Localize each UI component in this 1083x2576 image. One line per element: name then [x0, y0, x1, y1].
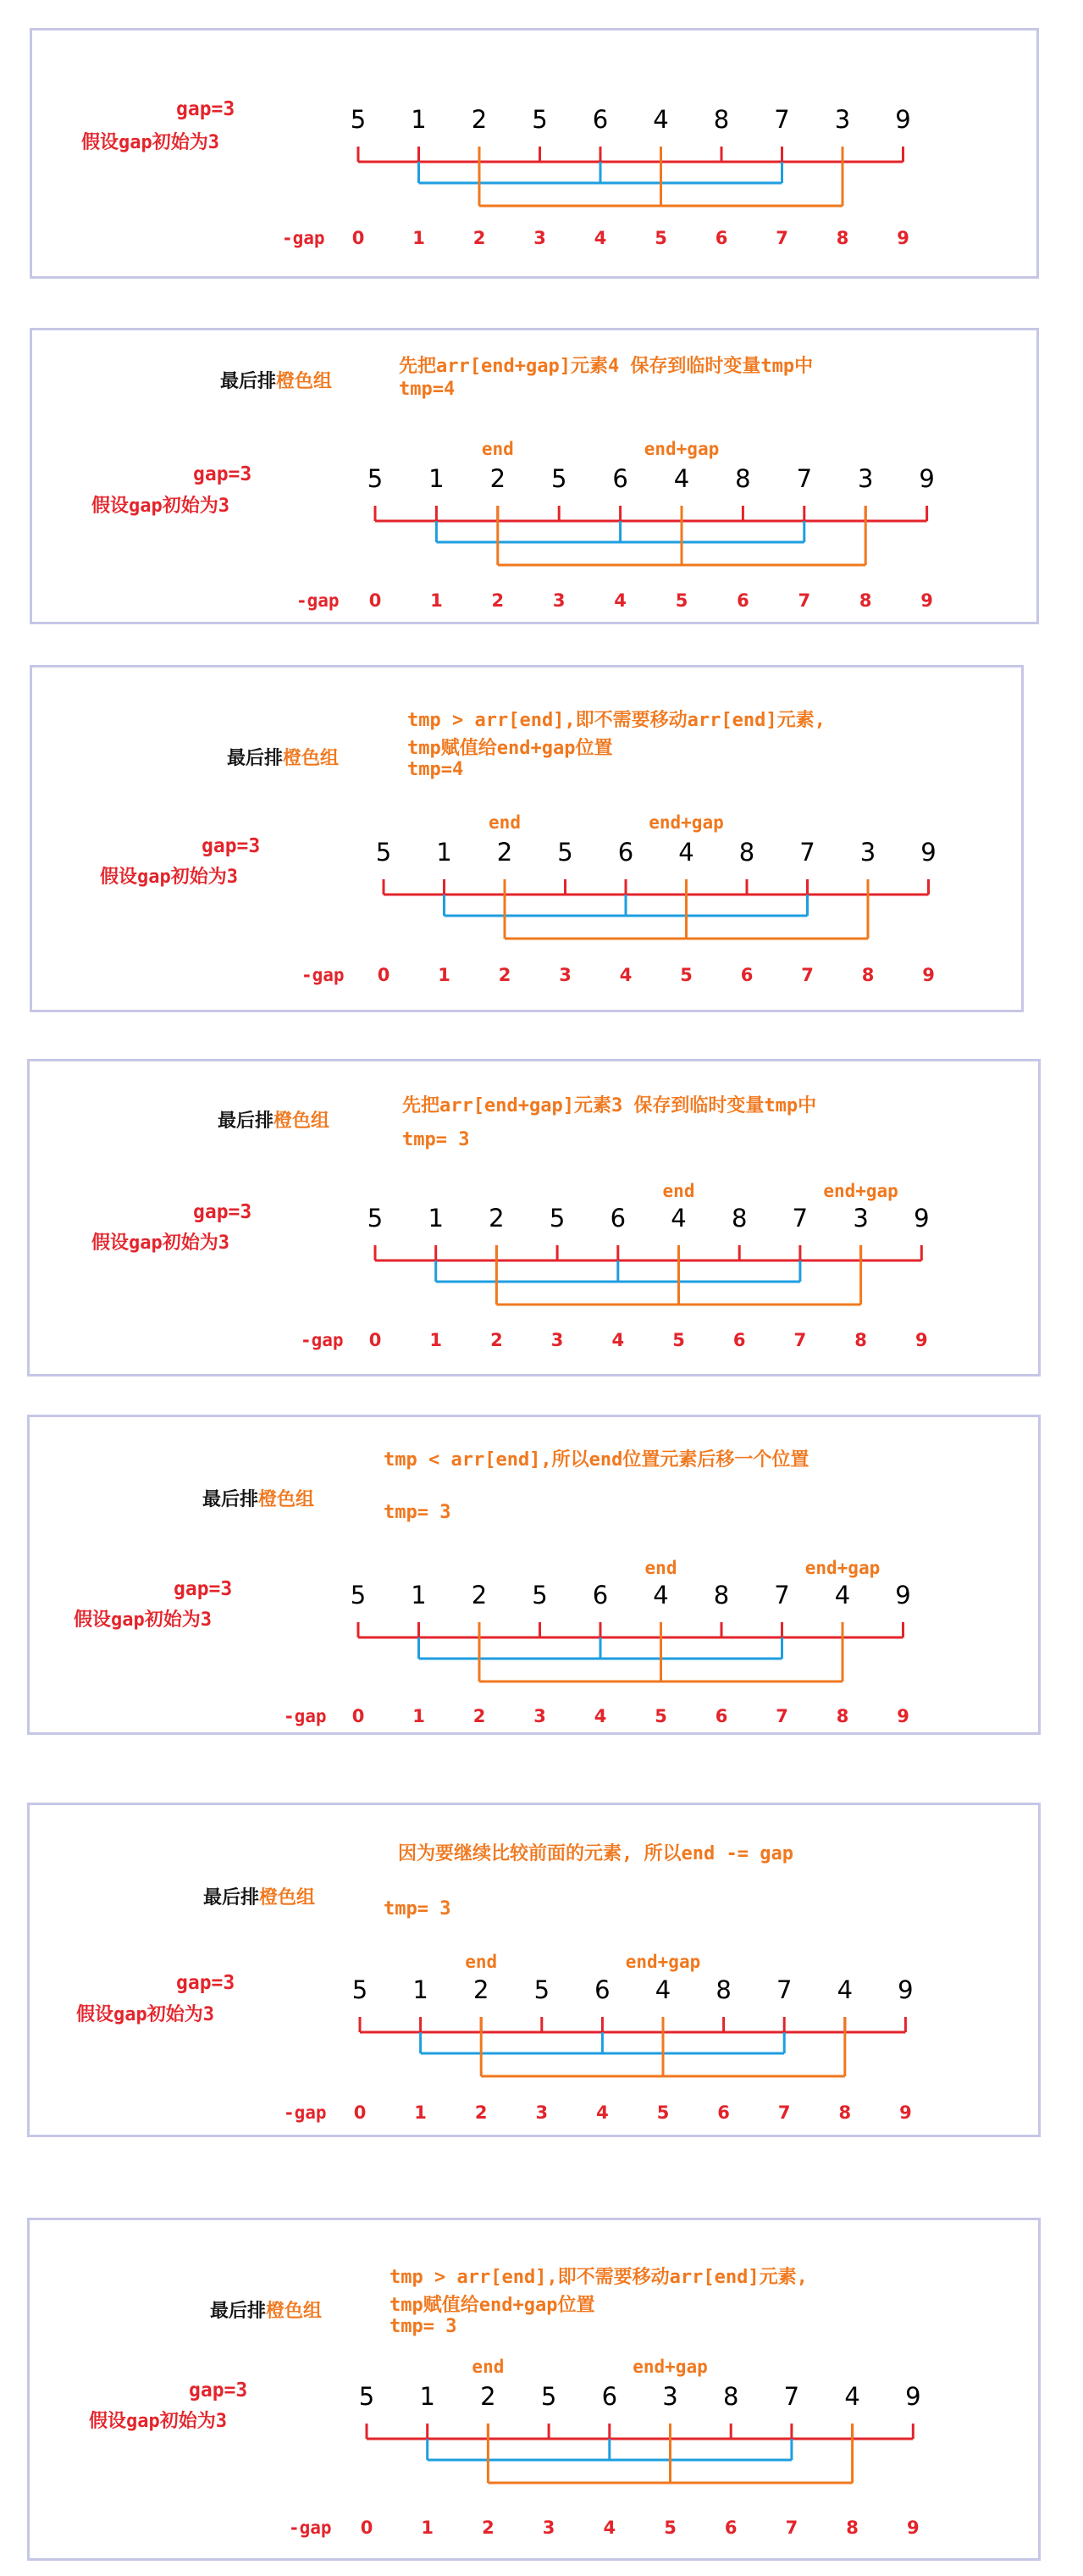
diagram-panel	[27, 1415, 1041, 1735]
array-index: 6	[715, 1706, 728, 1726]
array-value: 3	[834, 105, 851, 134]
array-value: 7	[776, 1975, 793, 2004]
array-index: 7	[801, 965, 814, 985]
array-diagram	[32, 668, 1026, 1015]
array-index: 0	[377, 965, 390, 985]
array-value: 1	[411, 105, 427, 134]
group-color-word: 橙色组	[274, 1111, 330, 1132]
note-line: tmp < arr[end],所以end位置元素后移一个位置	[384, 1449, 809, 1471]
array-index: 5	[655, 228, 667, 248]
array-index: 8	[836, 228, 849, 248]
array-value: 5	[358, 2382, 375, 2411]
array-value: 9	[895, 105, 911, 134]
minus-gap-label: -gap	[296, 590, 340, 611]
diagram-panel	[30, 328, 1039, 624]
array-value: 1	[411, 1581, 427, 1609]
gap-label: gap=3	[189, 2379, 248, 2401]
array-value: 8	[722, 2382, 739, 2411]
array-index: 6	[717, 2102, 730, 2123]
array-value: 1	[419, 2382, 435, 2411]
array-value: 4	[834, 1581, 851, 1609]
array-value: 6	[610, 1204, 627, 1233]
array-index: 3	[533, 228, 546, 248]
array-value: 5	[367, 1204, 384, 1233]
array-index: 8	[859, 590, 872, 611]
array-index: 5	[672, 1330, 685, 1350]
array-index: 9	[920, 590, 933, 611]
diagram-panel	[30, 28, 1039, 279]
array-index: 7	[776, 1706, 788, 1726]
array-value: 3	[859, 838, 876, 867]
assume-label: 假设gap初始为3	[81, 132, 219, 153]
array-index: 7	[785, 2518, 798, 2538]
group-prefix: 最后排	[203, 1887, 260, 1908]
gap-label: gap=3	[174, 1578, 233, 1600]
minus-gap-label: -gap	[282, 228, 325, 248]
end-gap-marker: end+gap	[823, 1181, 898, 1201]
array-value: 4	[844, 2382, 860, 2411]
array-index: 8	[838, 2102, 852, 2123]
array-index: 1	[438, 965, 450, 985]
assume-label: 假设gap初始为3	[74, 1609, 212, 1631]
array-index: 9	[899, 2102, 912, 2123]
array-diagram	[30, 1417, 1043, 1737]
array-index: 5	[675, 590, 688, 611]
array-index: 4	[596, 2102, 609, 2123]
array-value: 5	[533, 1975, 550, 2004]
array-value: 9	[919, 464, 935, 493]
end-marker: end	[662, 1181, 695, 1201]
note-line: tmp > arr[end],即不需要移动arr[end]元素,	[390, 2267, 808, 2288]
array-index: 5	[656, 2102, 670, 2123]
array-value: 8	[738, 838, 755, 867]
tmp-note: tmp=4	[399, 379, 456, 400]
end-marker: end	[489, 812, 521, 833]
group-prefix: 最后排	[220, 371, 277, 392]
array-index: 9	[922, 965, 935, 985]
array-index: 0	[368, 1330, 382, 1350]
array-value: 1	[436, 838, 452, 867]
tmp-note: tmp= 3	[384, 1502, 451, 1523]
array-index: 7	[793, 1330, 807, 1350]
array-value: 6	[601, 2382, 618, 2411]
array-index: 4	[594, 1706, 607, 1726]
array-index: 5	[664, 2518, 677, 2538]
end-marker: end	[644, 1558, 677, 1578]
group-color-word: 橙色组	[276, 371, 333, 392]
array-value: 4	[673, 464, 690, 493]
note-line: tmp > arr[end],即不需要移动arr[end]元素,	[407, 710, 826, 731]
group-color-word: 橙色组	[283, 748, 340, 769]
assume-label: 假设gap初始为3	[76, 2004, 214, 2025]
array-index: 2	[474, 2102, 488, 2123]
array-value: 4	[655, 1975, 671, 2004]
array-index: 1	[414, 2102, 427, 2123]
array-value: 7	[774, 105, 790, 134]
array-value: 8	[731, 1204, 748, 1233]
array-value: 6	[612, 464, 628, 493]
array-value: 8	[716, 1975, 732, 2004]
array-index: 4	[603, 2518, 616, 2538]
array-index: 0	[360, 2518, 373, 2538]
tmp-note: tmp=4	[407, 759, 464, 780]
array-value: 5	[550, 464, 567, 493]
array-value: 2	[496, 838, 513, 867]
array-value: 9	[905, 2382, 921, 2411]
note-line: 先把arr[end+gap]元素4 保存到临时变量tmp中	[399, 356, 814, 377]
array-index: 8	[854, 1330, 867, 1350]
minus-gap-label: -gap	[301, 965, 345, 985]
array-value: 2	[471, 1581, 488, 1609]
group-prefix: 最后排	[218, 1111, 274, 1132]
group-prefix: 最后排	[210, 2301, 267, 2322]
array-index: 1	[412, 228, 425, 248]
diagram-panel	[27, 1803, 1041, 2137]
array-value: 8	[713, 105, 730, 134]
end-marker: end	[472, 2357, 505, 2377]
array-index: 1	[429, 1330, 443, 1350]
minus-gap-label: -gap	[284, 2102, 327, 2123]
array-index: 2	[472, 228, 486, 248]
array-index: 0	[353, 2102, 367, 2123]
array-index: 7	[777, 2102, 791, 2123]
array-index: 0	[351, 1706, 365, 1726]
array-value: 1	[428, 464, 445, 493]
array-index: 8	[846, 2518, 859, 2538]
array-index: 3	[550, 1330, 564, 1350]
minus-gap-label: -gap	[289, 2518, 332, 2538]
array-diagram	[30, 1805, 1043, 2140]
array-value: 2	[489, 1204, 505, 1233]
array-value: 5	[350, 1581, 367, 1609]
array-value: 5	[532, 105, 548, 134]
array-index: 2	[491, 590, 505, 611]
array-index: 2	[482, 2518, 495, 2538]
minus-gap-label: -gap	[301, 1330, 344, 1350]
array-index: 5	[680, 965, 693, 985]
diagram-panel	[27, 2218, 1041, 2561]
array-value: 9	[898, 1975, 914, 2004]
array-value: 5	[557, 838, 573, 867]
end-gap-marker: end+gap	[633, 2357, 708, 2377]
array-index: 2	[472, 1706, 486, 1726]
array-value: 5	[540, 2382, 557, 2411]
array-value: 2	[489, 464, 506, 493]
note-line: tmp赋值给end+gap位置	[407, 738, 613, 759]
array-value: 9	[914, 1204, 930, 1233]
array-value: 4	[671, 1204, 687, 1233]
array-index: 9	[914, 1330, 928, 1350]
array-index: 9	[897, 1706, 909, 1726]
array-index: 6	[724, 2518, 738, 2538]
note-line: 先把arr[end+gap]元素3 保存到临时变量tmp中	[402, 1095, 817, 1116]
tmp-note: tmp= 3	[390, 2316, 457, 2337]
array-index: 5	[655, 1706, 667, 1726]
array-value: 6	[592, 1581, 609, 1609]
end-gap-marker: end+gap	[649, 812, 724, 833]
array-index: 7	[798, 590, 811, 611]
array-index: 0	[368, 590, 382, 611]
array-value: 4	[837, 1975, 854, 2004]
group-prefix: 最后排	[202, 1489, 259, 1510]
array-value: 4	[678, 838, 694, 867]
group-prefix: 最后排	[227, 748, 284, 769]
array-value: 2	[471, 105, 488, 134]
tmp-note: tmp= 3	[384, 1898, 451, 1920]
end-gap-marker: end+gap	[644, 439, 720, 459]
array-index: 3	[552, 590, 566, 611]
array-index: 6	[732, 1330, 746, 1350]
array-value: 4	[653, 105, 669, 134]
array-value: 8	[713, 1581, 730, 1609]
array-index: 3	[542, 2518, 555, 2538]
array-index: 3	[535, 2102, 549, 2123]
array-diagram	[30, 2220, 1043, 2563]
array-value: 5	[351, 1975, 368, 2004]
assume-label: 假设gap初始为3	[91, 1233, 229, 1254]
assume-label: 假设gap初始为3	[100, 867, 238, 888]
note-line: tmp赋值给end+gap位置	[390, 2295, 595, 2316]
array-value: 3	[853, 1204, 869, 1233]
array-index: 0	[351, 228, 365, 248]
array-value: 7	[783, 2382, 800, 2411]
gap-label: gap=3	[193, 1201, 252, 1223]
array-index: 1	[430, 590, 443, 611]
array-index: 4	[611, 1330, 625, 1350]
array-index: 6	[737, 590, 749, 611]
array-value: 5	[375, 838, 392, 867]
gap-label: gap=3	[176, 98, 235, 120]
end-marker: end	[481, 439, 514, 459]
array-value: 5	[367, 464, 384, 493]
group-color-word: 橙色组	[258, 1489, 315, 1510]
end-marker: end	[465, 1952, 498, 1972]
end-gap-marker: end+gap	[625, 1952, 701, 1972]
array-index: 3	[533, 1706, 546, 1726]
array-value: 7	[774, 1581, 790, 1609]
array-index: 8	[836, 1706, 849, 1726]
array-value: 1	[412, 1975, 428, 2004]
array-index: 3	[559, 965, 572, 985]
tmp-note: tmp= 3	[402, 1129, 470, 1150]
array-value: 9	[895, 1581, 911, 1609]
gap-label: gap=3	[176, 1972, 235, 1994]
array-diagram	[32, 30, 1042, 281]
array-value: 8	[735, 464, 751, 493]
array-index: 7	[776, 228, 788, 248]
array-index: 2	[498, 965, 511, 985]
array-value: 3	[857, 464, 874, 493]
end-gap-marker: end+gap	[804, 1558, 881, 1578]
array-value: 5	[549, 1204, 566, 1233]
array-value: 7	[796, 464, 813, 493]
array-diagram	[32, 330, 1042, 627]
group-color-word: 橙色组	[259, 1887, 316, 1908]
diagram-panel	[27, 1059, 1041, 1377]
array-index: 8	[861, 965, 875, 985]
assume-label: 假设gap初始为3	[91, 496, 229, 517]
array-index: 6	[740, 965, 754, 985]
array-value: 6	[594, 1975, 611, 2004]
note-line: 因为要继续比较前面的元素, 所以end -= gap	[398, 1843, 793, 1864]
group-color-word: 橙色组	[266, 2301, 323, 2322]
array-value: 2	[480, 2382, 496, 2411]
array-index: 6	[715, 228, 728, 248]
array-value: 1	[428, 1204, 444, 1233]
array-index: 4	[619, 965, 633, 985]
array-index: 1	[412, 1706, 425, 1726]
array-diagram	[30, 1061, 1043, 1379]
array-value: 6	[617, 838, 634, 867]
array-value: 2	[472, 1975, 489, 2004]
array-index: 1	[421, 2518, 434, 2538]
array-value: 7	[792, 1204, 809, 1233]
minus-gap-label: -gap	[284, 1706, 327, 1726]
gap-label: gap=3	[193, 463, 252, 485]
array-value: 7	[799, 838, 815, 867]
array-index: 4	[614, 590, 627, 611]
array-value: 5	[350, 105, 367, 134]
gap-label: gap=3	[202, 835, 261, 857]
array-value: 5	[532, 1581, 548, 1609]
array-value: 9	[920, 838, 937, 867]
array-index: 9	[906, 2518, 920, 2538]
array-index: 2	[490, 1330, 503, 1350]
diagram-panel	[30, 665, 1024, 1012]
array-value: 4	[653, 1581, 669, 1609]
array-index: 4	[594, 228, 607, 248]
assume-label: 假设gap初始为3	[89, 2411, 227, 2432]
array-value: 6	[592, 105, 609, 134]
array-value: 3	[662, 2382, 678, 2411]
array-index: 9	[897, 228, 909, 248]
